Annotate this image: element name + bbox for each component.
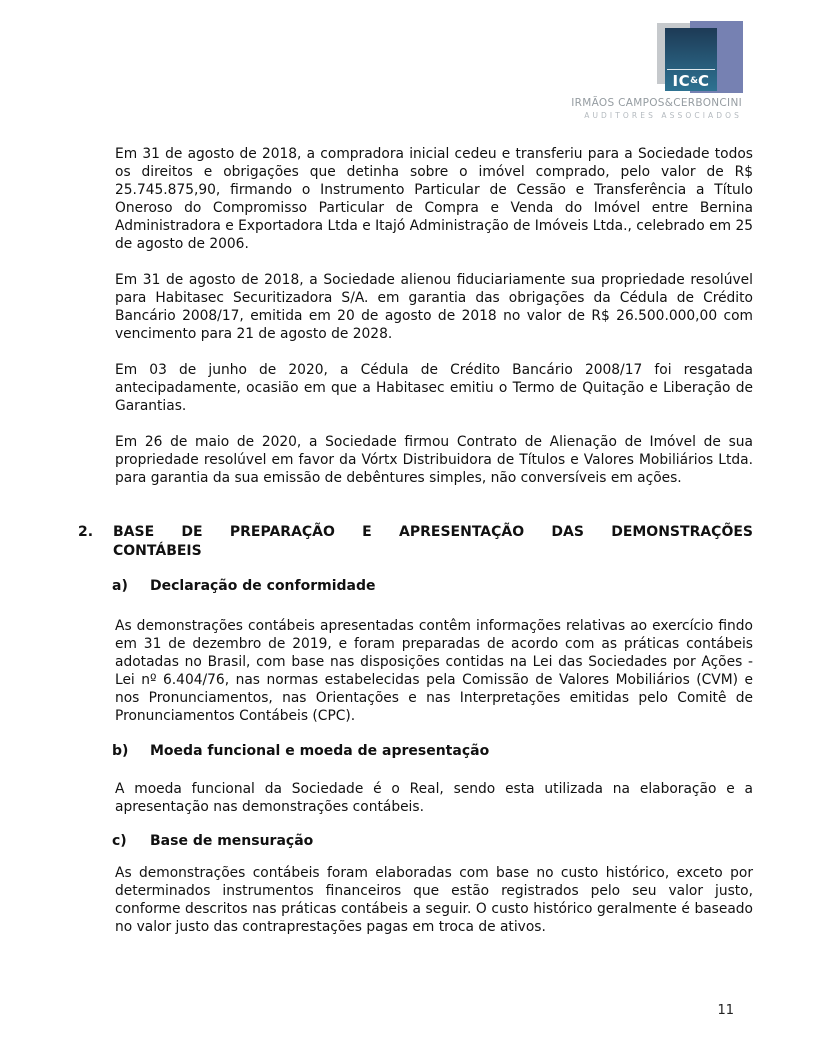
subsection-b-body: A moeda funcional da Sociedade é o Real, sendo esta utilizada na elaboração e a apresentação nas demonstrações contábeis. (115, 781, 753, 815)
section-2-heading (78, 523, 753, 561)
subsection-b-title: Moeda funcional e moeda de apresentação (150, 743, 490, 759)
subsection-c-title: Base de mensuração (150, 833, 314, 849)
paragraph-2: Em 31 de agosto de 2018, a Sociedade alienou fiduciariamente sua propriedade resolúvel para Habitasec Securitizadora S/A. em garantia das obrigações da Cédula de Crédito Bancário 2008/17, emitida em 20 de agosto de 2018 no valor de R$ 26.500.000,00 com vencimento para 21 de agosto de 2028. (115, 272, 753, 342)
subsection-a-body: As demonstrações contábeis apresentadas contêm informações relativas ao exercício findo em 31 de dezembro de 2019, e foram preparadas de acordo com as práticas contábeis adotadas no Brasil, com base nas disposições contidas na Lei das Sociedades por Ações - Lei nº 6.404/76, nas normas estabelecidas pela Comissão de Valores Mobiliários (CVM) e nos Pronunciamentos, nas Orientações e nas Interpretações emitidas pelo Comitê de Pronunciamentos Contábeis (CPC). (115, 618, 753, 724)
company-name: IRMÃOS CAMPOS&CERBONCINI (571, 97, 742, 109)
paragraph-4: Em 26 de maio de 2020, a Sociedade firmou Contrato de Alienação de Imóvel de sua propriedade resolúvel em favor da Vórtx Distribuidora de Títulos e Valores Mobiliários Ltda. para garantia da sua emissão de debêntures simples, não conversíveis em ações. (115, 434, 753, 486)
subsection-c-heading (112, 832, 753, 850)
subsection-c-body: As demonstrações contábeis foram elaboradas com base no custo histórico, exceto por determinados instrumentos financeiros que estão registrados pelo seu valor justo, conforme descritos nas práticas contábeis a seguir. O custo histórico geralmente é baseado no valor justo das contraprestações pagas em troca de ativos. (115, 865, 753, 935)
page-number: 11 (717, 1003, 734, 1018)
logo-monogram: IC&C (672, 72, 710, 90)
subsection-b-heading (112, 742, 753, 760)
subsection-b-label: b) (112, 743, 129, 759)
paragraph-3: Em 03 de junho de 2020, a Cédula de Crédito Bancário 2008/17 foi resgatada antecipadamente, ocasião em que a Habitasec emitiu o Termo de Quitação e Liberação de Garantias. (115, 362, 753, 414)
subsection-c-label: c) (112, 833, 127, 849)
company-subtitle: AUDITORES ASSOCIADOS (584, 111, 742, 120)
section-2-title-line1: BASE DE PREPARAÇÃO E APRESENTAÇÃO DAS DEMONSTRAÇÕES (113, 524, 753, 540)
section-2-title (113, 523, 753, 561)
subsection-a-label: a) (112, 578, 128, 594)
subsection-a-heading (112, 577, 753, 595)
subsection-a-title: Declaração de conformidade (150, 578, 376, 594)
section-2-title-line2: CONTÁBEIS (113, 543, 202, 559)
section-2-number: 2. (78, 524, 94, 540)
paragraph-1: Em 31 de agosto de 2018, a compradora inicial cedeu e transferiu para a Sociedade todos os direitos e obrigações que detinha sobre o imóvel comprado, pelo valor de R$ 25.745.875,90, firmando o Instrumento Particular de Cessão e Transferência a Título Oneroso do Compromisso Particular de Compra e Venda do Imóvel entre Bernina Administradora e Exportadora Ltda e Itajó Administração de Imóveis Ltda., celebrado em 25 de agosto de 2006. (115, 146, 753, 252)
